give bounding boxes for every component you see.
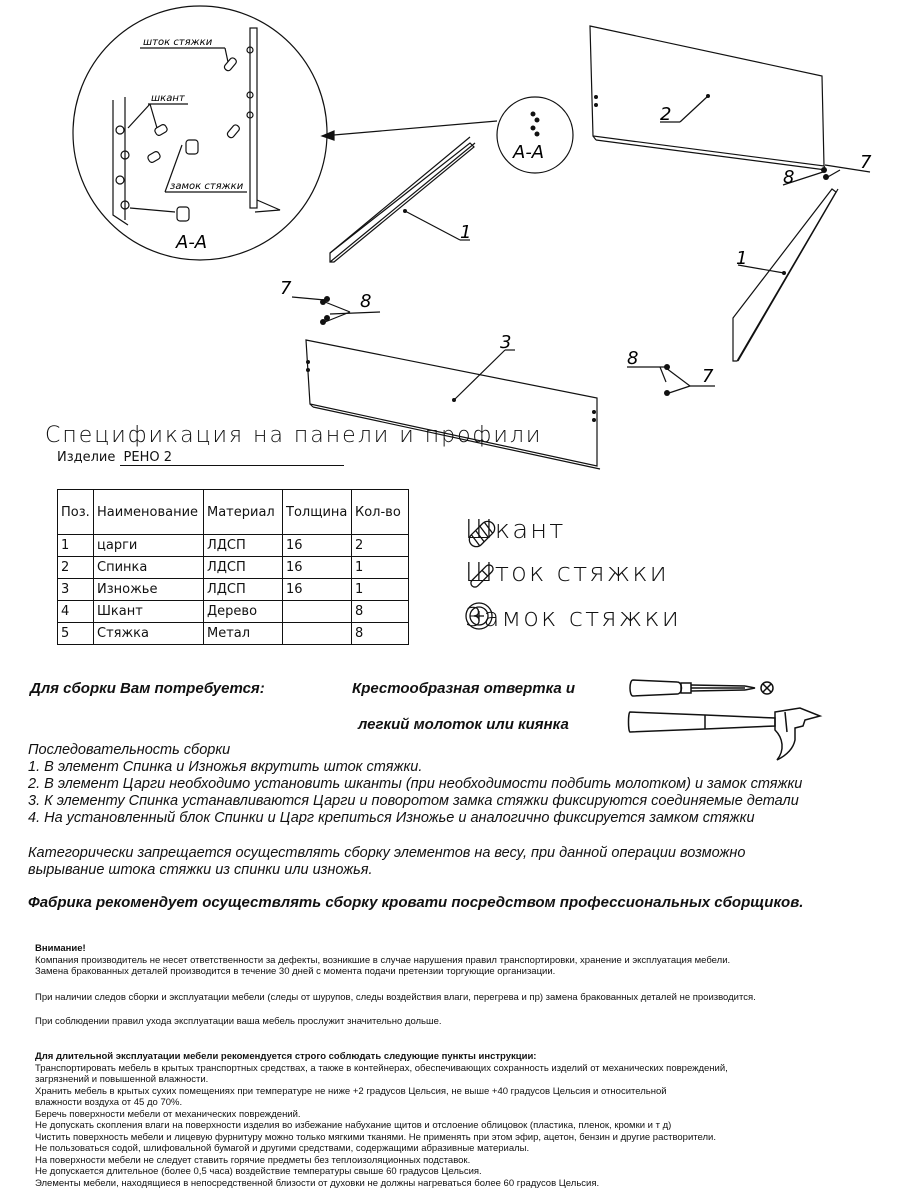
table-cell: 8 (352, 601, 409, 623)
rules-line: Транспортировать мебель в крытых транспортных средствах, а также в контейнерах, обеспечивающих сохранность изделий от механических повреждений, (35, 1062, 728, 1074)
table-cell: 4 (58, 601, 94, 623)
table-cell: 8 (352, 623, 409, 645)
rules-line: влажности воздуха от 45 до 70%. (35, 1097, 183, 1108)
table-cell: 16 (283, 579, 352, 601)
attention-line: Компания производитель не несет ответственности за дефекты, возникшие в случае нарушения правил транспортировки, хранение и эксплуатация мебели. (35, 954, 731, 966)
table-row (58, 601, 409, 623)
part-number-2: 2 (660, 104, 672, 125)
sequence-step: 4. На установленный блок Спинки и Царг крепиться Изножье и аналогично фиксируется замком стяжки (28, 810, 755, 826)
warning-line: Категорически запрещается осуществлять сборку элементов на весу, при данной операции возможно (28, 845, 746, 861)
table-cell: Спинка (94, 557, 204, 579)
table-row (58, 557, 409, 579)
table-cell: Изножье (94, 579, 204, 601)
table-row (58, 579, 409, 601)
legend-shtok: Шток стяжки (465, 558, 669, 588)
rules-title: Для длительной эксплуатации мебели рекомендуется строго соблюдать следующие пункты инструкции: (35, 1051, 537, 1062)
legend-shkant: Шкант (465, 515, 566, 545)
attention-title: Внимание! (35, 943, 86, 954)
table-header: Кол-во (352, 490, 409, 535)
legend-zamok: Замок стяжки (465, 603, 681, 633)
table-cell: 16 (283, 535, 352, 557)
factory-note: Фабрика рекомендует осуществлять сборку кровати посредством профессиональных сборщиков. (28, 894, 804, 911)
part-number-1b: 1 (736, 248, 748, 269)
table-cell: Метал (204, 623, 283, 645)
tool-screwdriver-text: Крестообразная отвертка и (352, 680, 576, 697)
table-cell: ЛДСП (204, 535, 283, 557)
table-header: Материал (204, 490, 283, 535)
table-cell: 2 (58, 557, 94, 579)
table-cell: ЛДСП (204, 557, 283, 579)
table-header: Толщина (283, 490, 352, 535)
attention-block (35, 943, 855, 978)
tools-needed-label: Для сборки Вам потребуется: (30, 680, 265, 697)
rules-line: Беречь поверхности мебели от механических повреждений. (35, 1108, 301, 1120)
rules-line: Чистить поверхность мебели и лицевую фурнитуру можно только мягкими тканями. Не применять при этом эфир, ацетон, бензин и другие растворители. (35, 1131, 716, 1143)
sequence-step: 1. В элемент Спинка и Изножья вкрутить шток стяжки. (28, 759, 423, 775)
callout-zamok: замок стяжки (170, 181, 244, 192)
table-cell: Стяжка (94, 623, 204, 645)
spec-title: Спецификация на панели и профили (45, 423, 543, 448)
attention-line: Замена бракованных деталей производится в течение 30 дней с момента подачи претензии торгующие организации. (35, 966, 556, 977)
part-number-8b: 8 (783, 167, 795, 188)
table-row (58, 535, 409, 557)
table-header-row (58, 490, 409, 535)
rules-line: Хранить мебель в крытых сухих помещениях при температуре не ниже +2 градусов Цельсия, не выше +40 градусов Цельсия и относительной (35, 1085, 667, 1097)
attention-line: При наличии следов сборки и эксплуатации мебели (следы от шурупов, следы воздействия влаги, перегрева и пр) замена бракованных деталей не производится. (35, 992, 756, 1003)
part-number-7b: 7 (860, 152, 872, 173)
part-number-7c: 7 (702, 366, 714, 387)
table-cell: Дерево (204, 601, 283, 623)
part-number-3: 3 (500, 332, 512, 353)
rules-line: загрязнений и повышенной влажности. (35, 1074, 209, 1085)
assembly-drawing (0, 0, 906, 470)
table-row (58, 623, 409, 645)
rules-line: Не пользоваться содой, шлифовальной бумагой и другими средствами, содержащими абразивные материалы. (35, 1143, 530, 1154)
screwdriver-icon (630, 680, 773, 696)
table-cell: 5 (58, 623, 94, 645)
part-number-1a: 1 (460, 222, 472, 243)
product-line (57, 450, 344, 466)
table-cell: ЛДСП (204, 579, 283, 601)
callout-shkant: шкант (151, 93, 185, 104)
part-number-7a: 7 (280, 278, 292, 299)
product-value: РЕНО 2 (120, 450, 344, 466)
table-cell: 3 (58, 579, 94, 601)
assembly-sequence (28, 742, 802, 827)
product-label: Изделие (57, 450, 116, 465)
sequence-step: 3. К элементу Спинка устанавливаются Царги и поворотом замка стяжки фиксируются соединяемые детали (28, 793, 799, 809)
rules-block (35, 1051, 855, 1189)
part-1-right (733, 189, 836, 361)
table-cell: царги (94, 535, 204, 557)
table-header: Поз. (58, 490, 94, 535)
table-cell: 16 (283, 557, 352, 579)
rules-line: Не допускать скопления влаги на поверхности изделия во избежание набухание щитов и отслоение облицовок (пластика, пленок, кромки и т д) (35, 1120, 672, 1131)
rules-line: Элементы мебели, находящиеся в непосредственной близости от духовки не должны нагреваться более 60 градусов Цельсия. (35, 1177, 600, 1189)
table-cell (283, 623, 352, 645)
table-cell: 2 (352, 535, 409, 557)
rules-line: На поверхности мебели не следует ставить горячие предметы без теплоизоляционных подставок. (35, 1154, 471, 1166)
table-cell: 1 (58, 535, 94, 557)
part-number-8c: 8 (627, 348, 639, 369)
sequence-step: 2. В элемент Царги необходимо установить шканты (при необходимости подбить молотком) и замок стяжки (28, 776, 803, 792)
sequence-title: Последовательность сборки (28, 742, 231, 758)
table-header: Наименование (94, 490, 204, 535)
table-cell: Шкант (94, 601, 204, 623)
warning-text (28, 845, 848, 879)
warning-line: вырывание штока стяжки из спинки или изножья. (28, 862, 373, 878)
callout-shtok: шток стяжки (143, 37, 213, 48)
table-cell: 1 (352, 557, 409, 579)
detail-section-label: А-А (176, 232, 208, 253)
table-cell (283, 601, 352, 623)
part-number-8a: 8 (360, 291, 372, 312)
tool-hammer-text: легкий молоток или киянка (358, 716, 569, 733)
attention-line: При соблюдении правил ухода эксплуатации ваша мебель прослужит значительно дольше. (35, 1016, 442, 1027)
section-label: А-А (513, 142, 545, 163)
table-cell: 1 (352, 579, 409, 601)
spec-table (57, 489, 409, 645)
rules-line: Не допускается длительное (более 0,5 часа) воздействие температуры свыше 60 градусов Цельсия. (35, 1166, 482, 1177)
